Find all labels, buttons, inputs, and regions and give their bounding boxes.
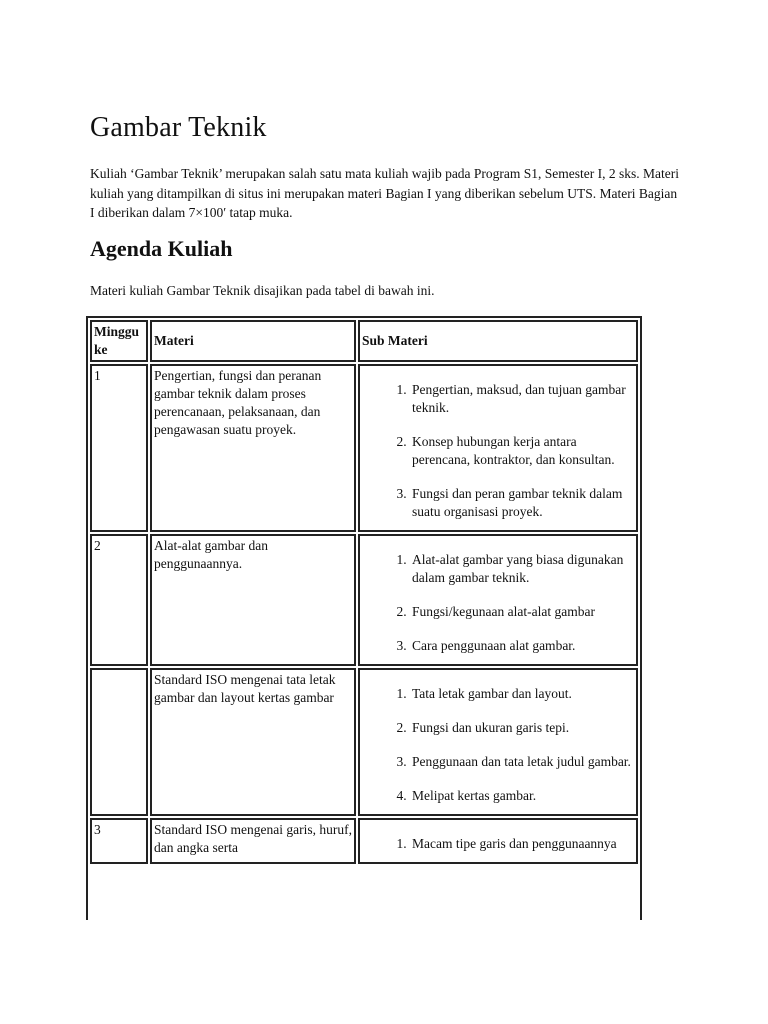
list-item: 2. Fungsi/kegunaan alat-alat gambar	[410, 603, 634, 621]
sub-materi-list	[362, 381, 634, 521]
list-item: 2. Fungsi dan ukuran garis tepi.	[410, 719, 634, 737]
page-title: Gambar Teknik	[90, 112, 267, 143]
agenda-table	[86, 316, 642, 920]
agenda-heading: Agenda Kuliah	[90, 236, 233, 261]
materi-cell: Standard ISO mengenai tata letak gambar dan layout kertas gambar	[150, 668, 356, 816]
sub-materi-cell	[358, 364, 638, 532]
materi-cell: Standard ISO mengenai garis, huruf, dan angka serta	[150, 818, 356, 864]
table-row	[90, 534, 638, 666]
week-cell: 3	[90, 818, 148, 864]
header-materi: Materi	[150, 320, 356, 362]
table-header-row	[90, 320, 638, 362]
agenda-lead: Materi kuliah Gambar Teknik disajikan pada tabel di bawah ini.	[90, 283, 435, 298]
table-row	[90, 668, 638, 816]
week-cell: 2	[90, 534, 148, 666]
sub-materi-cell	[358, 534, 638, 666]
materi-cell: Alat-alat gambar dan penggunaannya.	[150, 534, 356, 666]
list-item: 2. Konsep hubungan kerja antara perencana, kontraktor, dan konsultan.	[410, 433, 634, 469]
sub-materi-list	[362, 551, 634, 655]
list-item: 4. Melipat kertas gambar.	[410, 787, 634, 805]
header-week: Minggu ke	[90, 320, 148, 362]
sub-materi-list	[362, 685, 634, 805]
list-item: 1. Alat-alat gambar yang biasa digunakan dalam gambar teknik.	[410, 551, 634, 587]
list-item: 1. Pengertian, maksud, dan tujuan gambar teknik.	[410, 381, 634, 417]
sub-materi-list	[362, 835, 634, 853]
header-sub-materi: Sub Materi	[358, 320, 638, 362]
materi-cell: Pengertian, fungsi dan peranan gambar teknik dalam proses perencanaan, pelaksanaan, dan pengawasan suatu proyek.	[150, 364, 356, 532]
week-cell	[90, 668, 148, 816]
intro-paragraph: Kuliah ‘Gambar Teknik’ merupakan salah satu mata kuliah wajib pada Program S1, Semester I, 2 sks. Materi kuliah yang ditampilkan di situs ini merupakan materi Bagian I yang diberikan sebelum UTS. Materi Bagian I diberikan dalam 7×100′ tatap muka.	[90, 166, 680, 220]
list-item: 3. Cara penggunaan alat gambar.	[410, 637, 634, 655]
list-item: 3. Penggunaan dan tata letak judul gambar.	[410, 753, 634, 771]
sub-materi-cell	[358, 668, 638, 816]
table-row	[90, 364, 638, 532]
list-item: 1. Macam tipe garis dan penggunaannya	[410, 835, 634, 853]
week-cell: 1	[90, 364, 148, 532]
table-row	[90, 818, 638, 864]
sub-materi-cell	[358, 818, 638, 864]
list-item: 3. Fungsi dan peran gambar teknik dalam suatu organisasi proyek.	[410, 485, 634, 521]
list-item: 1. Tata letak gambar dan layout.	[410, 685, 634, 703]
